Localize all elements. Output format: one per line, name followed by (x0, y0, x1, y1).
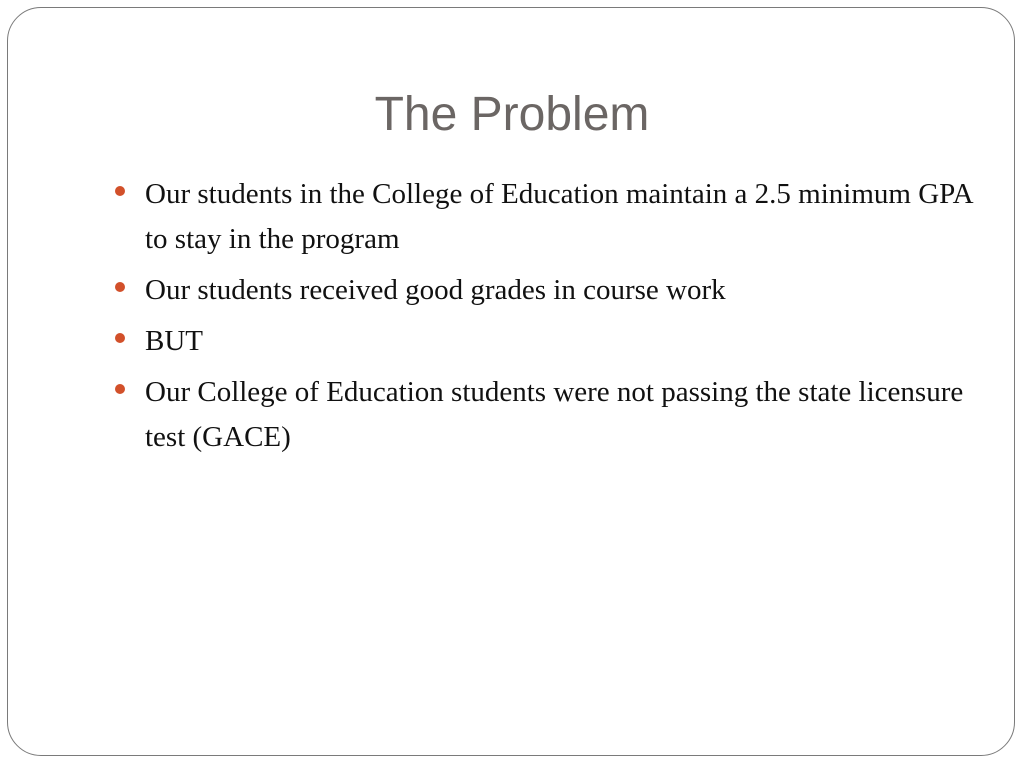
bullet-text: Our students in the College of Education maintain a 2.5 minimum GPA to stay in the program (145, 178, 972, 255)
list-item (115, 172, 975, 262)
bullet-text: BUT (145, 325, 203, 357)
bullet-dot-icon (115, 333, 125, 343)
list-item (115, 370, 975, 460)
bullet-list (115, 172, 975, 466)
bullet-dot-icon (115, 384, 125, 394)
list-item (115, 319, 975, 364)
slide-title: The Problem (374, 88, 650, 141)
bullet-text: Our students received good grades in course work (145, 274, 726, 306)
bullet-dot-icon (115, 282, 125, 292)
list-item (115, 268, 975, 313)
bullet-dot-icon (115, 186, 125, 196)
bullet-text: Our College of Education students were not passing the state licensure test (GACE) (145, 376, 964, 453)
